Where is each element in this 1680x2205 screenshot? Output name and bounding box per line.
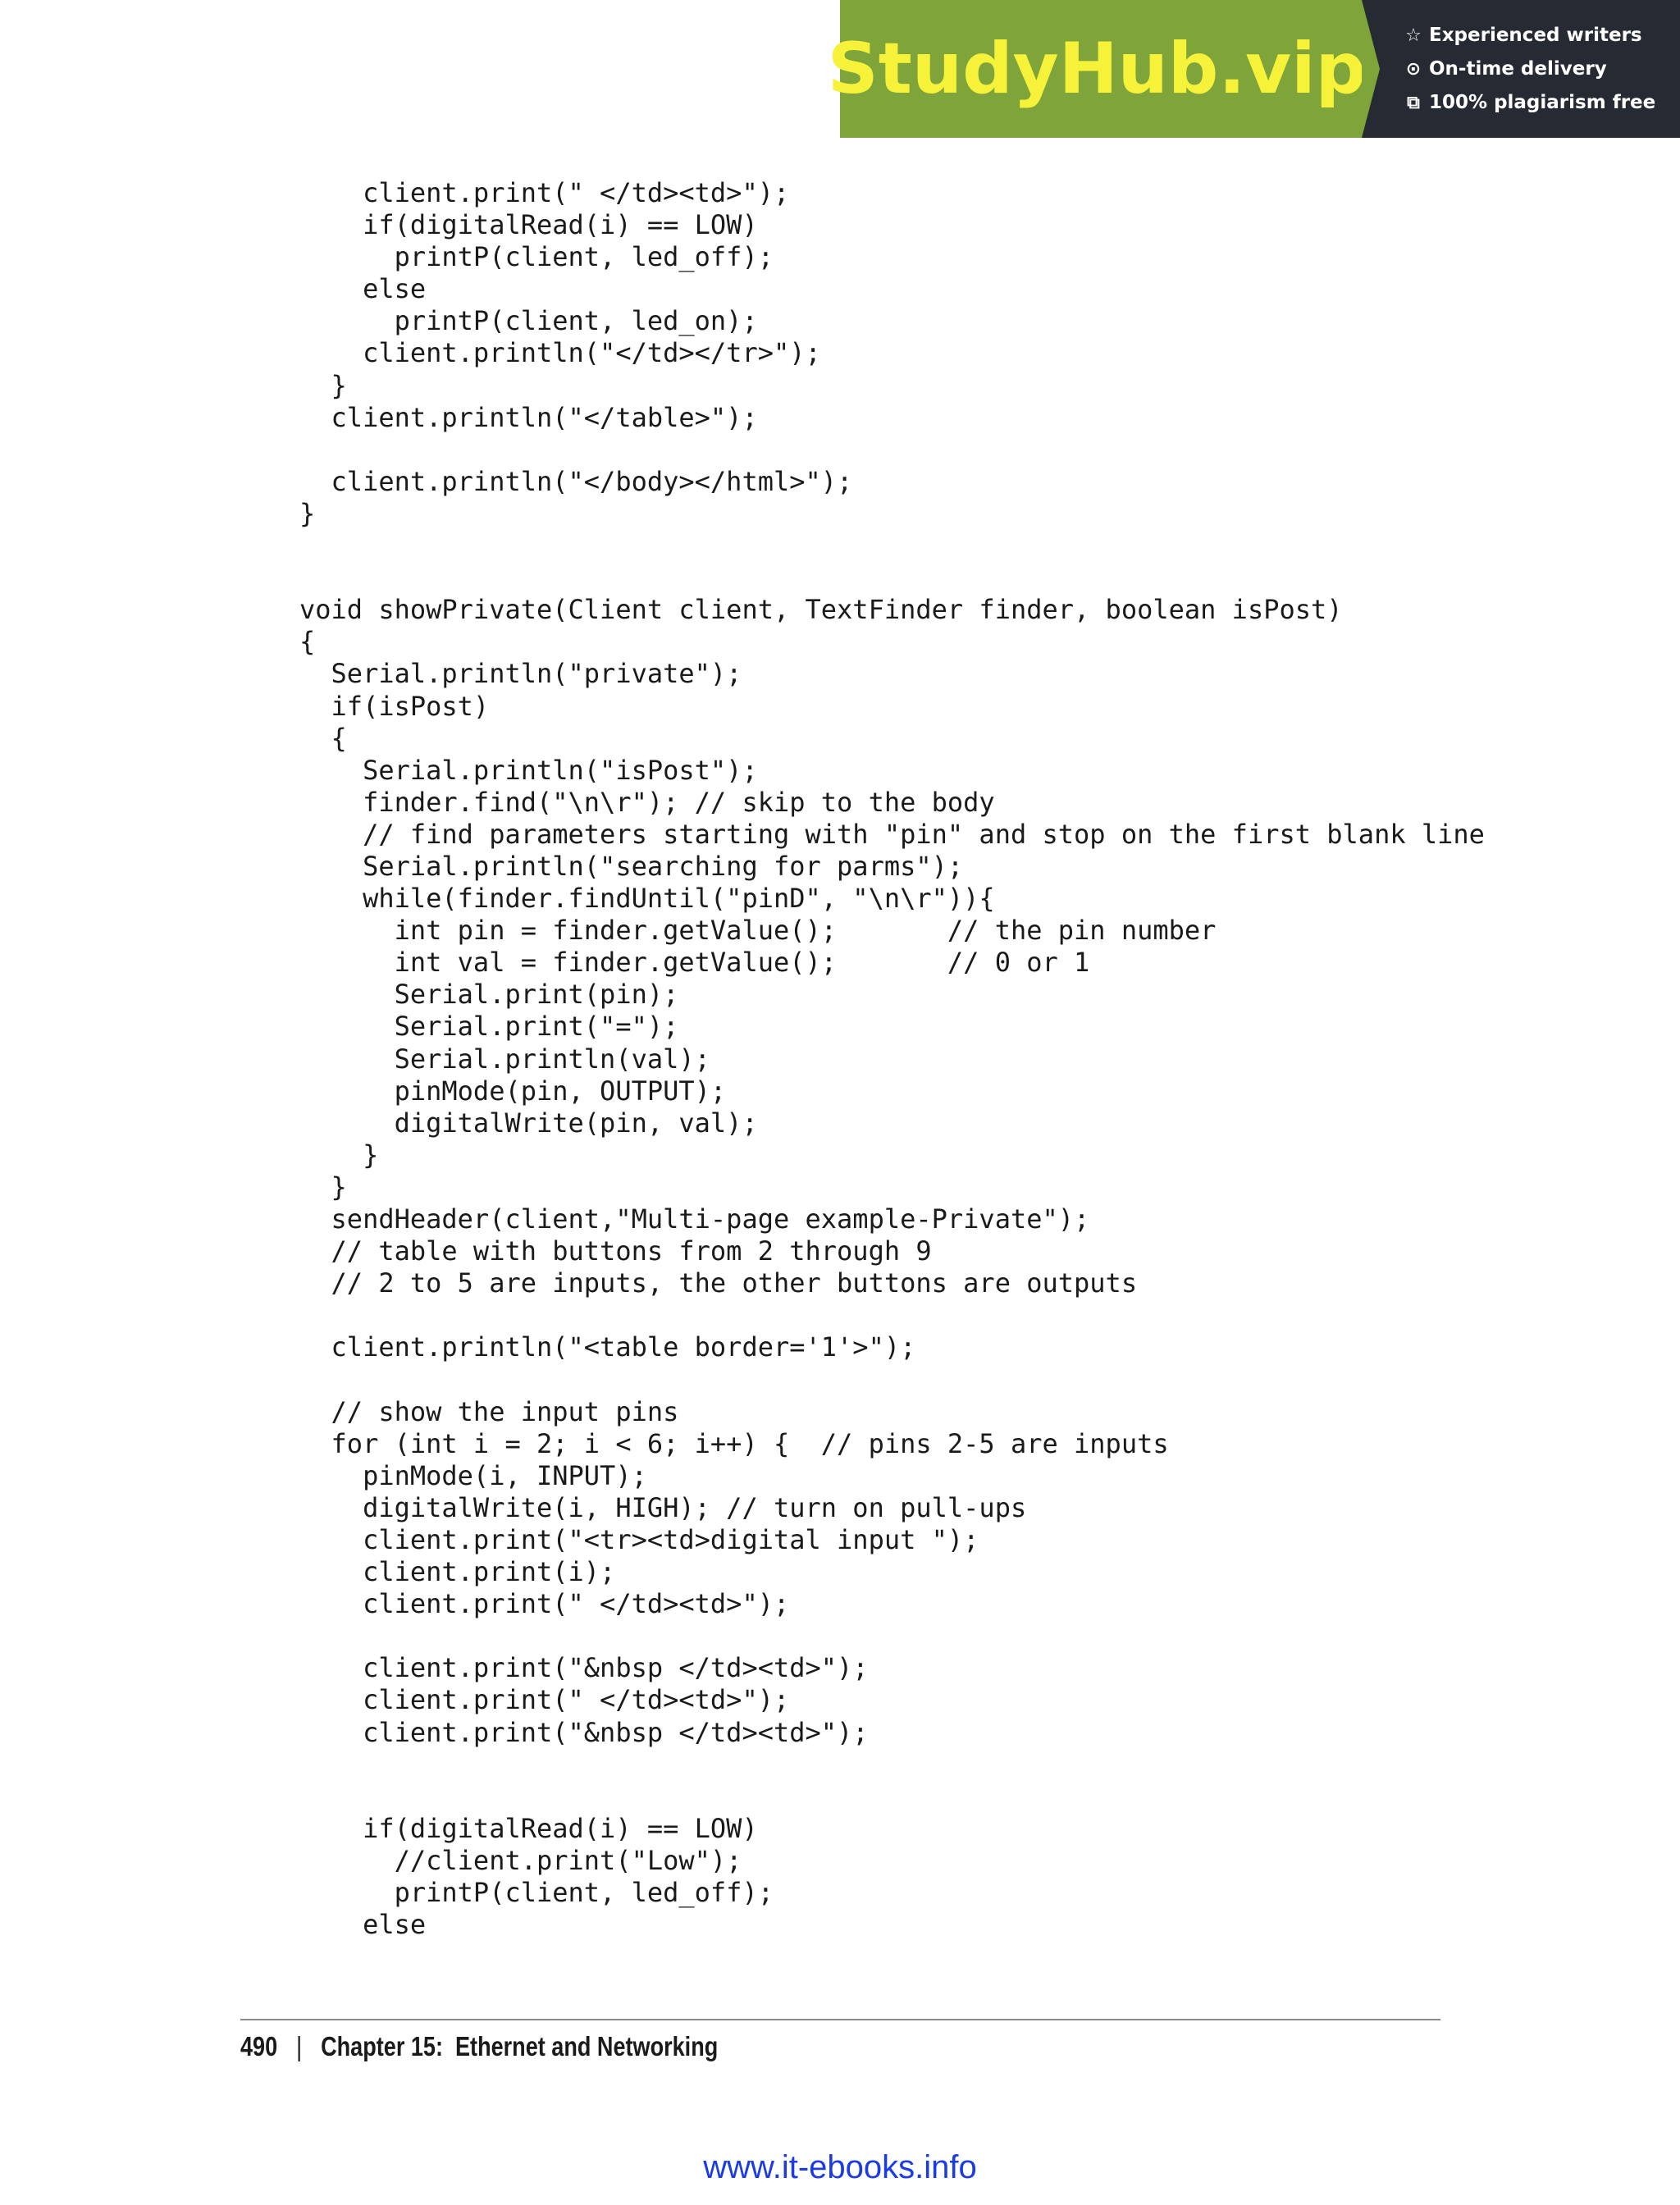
code-line: Serial.print("=");	[299, 1011, 679, 1043]
code-line: {	[299, 626, 316, 658]
code-line: }	[299, 1171, 347, 1203]
code-line: printP(client, led_off);	[299, 241, 774, 273]
feature-text: 100% plagiarism free	[1429, 92, 1656, 113]
code-line: client.print("&nbsp </td><td>");	[299, 1652, 869, 1684]
code-line: if(digitalRead(i) == LOW)	[299, 1812, 758, 1844]
code-line: // table with buttons from 2 through 9	[299, 1235, 932, 1267]
feature-item	[1403, 86, 1680, 120]
code-line: client.println("</td></tr>");	[299, 337, 821, 369]
code-line: client.print(" </td><td>");	[299, 1684, 790, 1716]
code-line: void showPrivate(Client client, TextFinder finder, boolean isPost)	[299, 594, 1343, 626]
code-listing	[299, 177, 1485, 1941]
code-line: pinMode(i, INPUT);	[299, 1459, 647, 1491]
page-number: 490	[240, 2031, 278, 2061]
code-line: else	[299, 1909, 427, 1941]
footer-separator: |	[296, 2031, 303, 2061]
ad-banner[interactable]	[827, 0, 1680, 138]
code-line: }	[299, 1139, 379, 1171]
code-line: while(finder.findUntil("pinD", "\n\r")){	[299, 883, 995, 915]
code-line: client.print(" </td><td>");	[299, 177, 790, 208]
code-line: if(isPost)	[299, 690, 490, 722]
code-line	[299, 1363, 1485, 1395]
footer-divider	[240, 2019, 1440, 2020]
code-line: finder.find("\n\r"); // skip to the body	[299, 786, 995, 818]
feature-panel	[1362, 0, 1680, 138]
code-line: //client.print("Low");	[299, 1844, 742, 1876]
code-line: }	[299, 497, 316, 529]
code-line: else	[299, 273, 427, 305]
code-line	[299, 562, 1485, 594]
code-line: client.print(i);	[299, 1556, 616, 1588]
code-line: digitalWrite(i, HIGH); // turn on pull-ups	[299, 1491, 1027, 1523]
code-line	[299, 434, 1485, 466]
code-line: Serial.println("private");	[299, 658, 742, 690]
page-footer	[240, 2031, 718, 2062]
code-line	[299, 1620, 1485, 1652]
code-line: printP(client, led_on);	[299, 305, 758, 337]
code-line: Serial.println("isPost");	[299, 754, 758, 786]
code-line	[299, 1749, 1485, 1781]
code-line: Serial.print(pin);	[299, 979, 679, 1011]
code-line: client.println("</body></html>");	[299, 465, 853, 497]
code-line	[299, 530, 1485, 562]
code-line: sendHeader(client,"Multi-page example-Private");	[299, 1203, 1090, 1235]
copy-icon: ⧉	[1407, 92, 1420, 113]
code-line: }	[299, 369, 347, 401]
star-icon: ☆	[1405, 25, 1422, 46]
feature-item	[1403, 19, 1680, 52]
code-line: // find parameters starting with "pin" and stop on the first blank line	[299, 818, 1485, 850]
code-line	[299, 1781, 1485, 1813]
brand-logo: StudyHub.vip	[827, 28, 1367, 110]
feature-item	[1403, 52, 1680, 86]
code-line	[299, 1299, 1485, 1331]
watermark-link[interactable]: www.it-ebooks.info	[703, 2149, 977, 2185]
code-line: // show the input pins	[299, 1395, 679, 1427]
code-line: Serial.println(val);	[299, 1043, 710, 1075]
code-line: printP(client, led_off);	[299, 1876, 774, 1908]
code-line: client.println("</table>");	[299, 401, 758, 433]
code-line: pinMode(pin, OUTPUT);	[299, 1075, 727, 1107]
code-line: Serial.println("searching for parms");	[299, 850, 964, 882]
brand-panel	[827, 0, 1367, 138]
feature-text: On-time delivery	[1429, 58, 1607, 80]
code-line: if(digitalRead(i) == LOW)	[299, 209, 758, 241]
code-line: // 2 to 5 are inputs, the other buttons are outputs	[299, 1267, 1138, 1299]
code-line: client.println("<table border='1'>");	[299, 1331, 916, 1363]
code-line: digitalWrite(pin, val);	[299, 1107, 758, 1139]
chapter-title: Chapter 15: Ethernet and Networking	[321, 2031, 719, 2061]
code-line: int val = finder.getValue(); // 0 or 1	[299, 947, 1090, 979]
code-line: client.print("<tr><td>digital input ");	[299, 1523, 979, 1555]
code-line: for (int i = 2; i < 6; i++) { // pins 2-5 are inputs	[299, 1427, 1169, 1459]
clock-icon: ⊙	[1405, 58, 1422, 80]
code-line: {	[299, 722, 347, 754]
code-line: client.print("&nbsp </td><td>");	[299, 1716, 869, 1748]
code-line: int pin = finder.getValue(); // the pin number	[299, 915, 1217, 947]
feature-text: Experienced writers	[1429, 25, 1642, 46]
code-line: client.print(" </td><td>");	[299, 1588, 790, 1620]
